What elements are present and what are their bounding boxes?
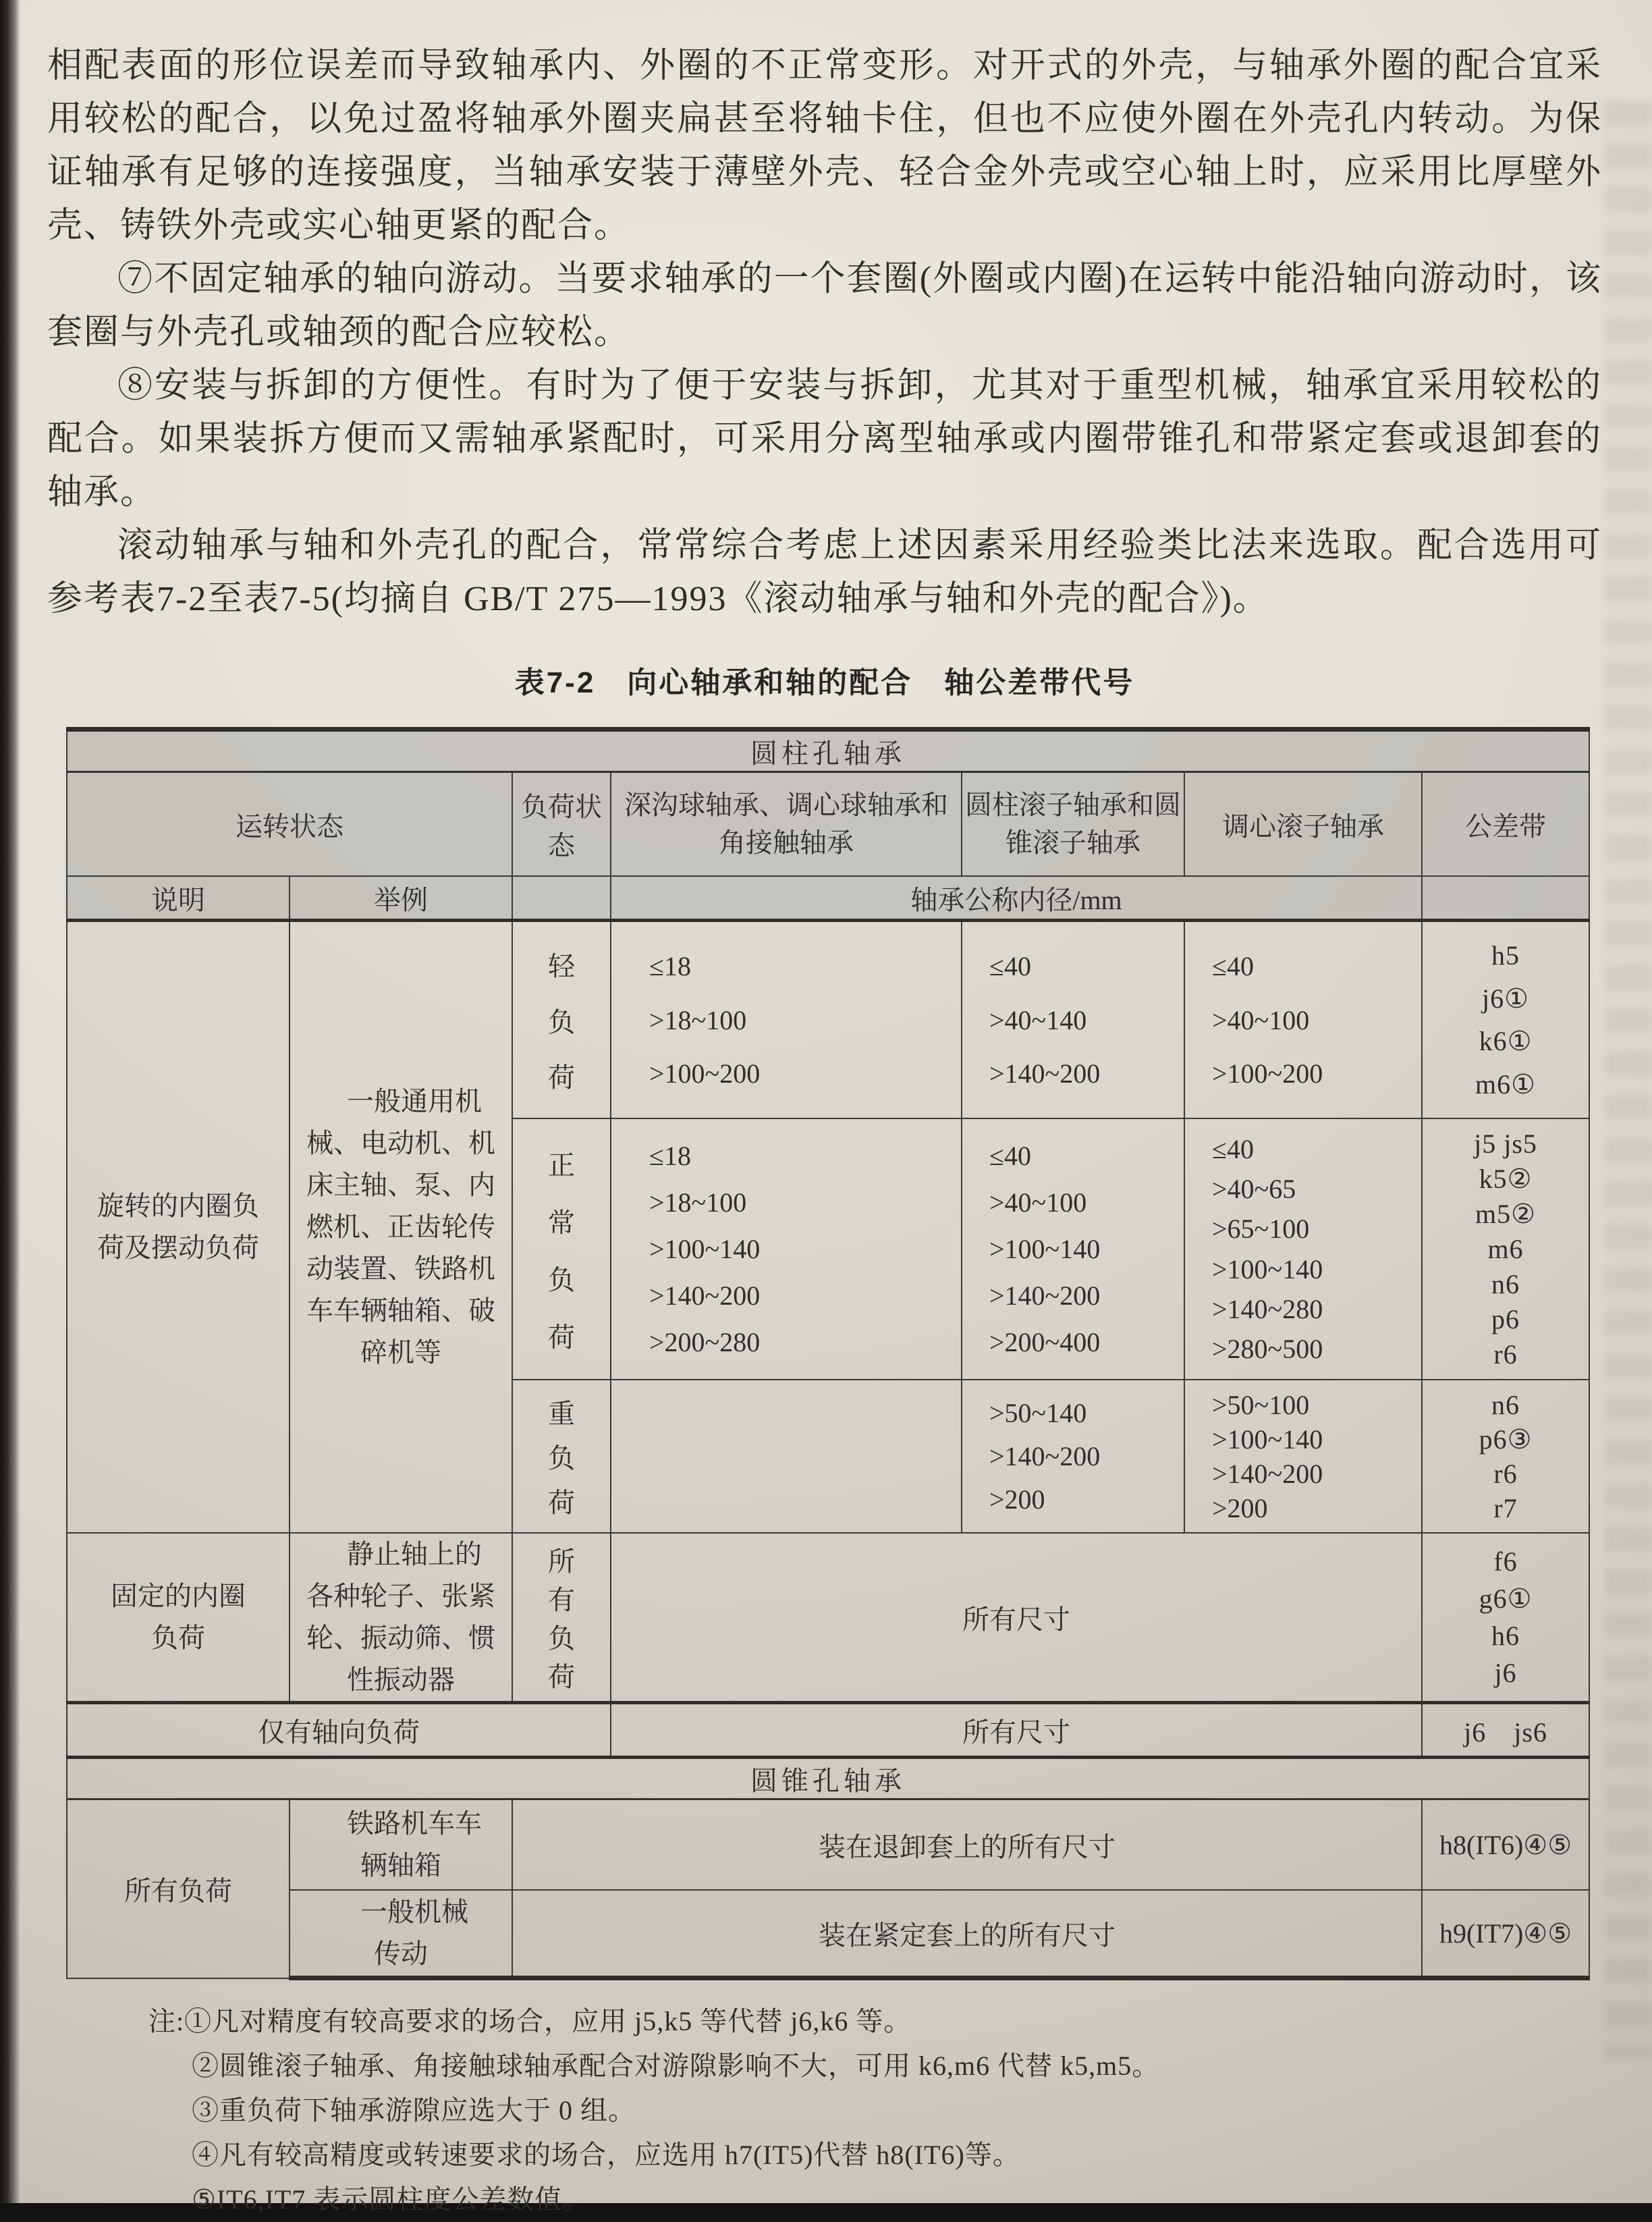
page-content: [28, 0, 1621, 2222]
table-footnotes: 注:①凡对精度有较高要求的场合，应用 j5,k5 等代替 j6,k6 等。 ②圆锥滚子轴承、角接触球轴承配合对游隙影响不大，可用 k6,m6 代替 k5,m5。 ③重负荷下轴承游隙应选大于 0 组。 ④凡有较高精度或转速要求的场合，应选用 h7(IT5)代替 h8(IT6)等。 ⑤IT6,IT7 表示圆柱度公差数值。: [148, 2006, 1160, 2215]
cell-adapter-sleeve-tolerance: h9(IT7)④⑤: [1422, 1890, 1589, 1978]
cell-heavy-load-label: 重 负 荷: [512, 1380, 611, 1533]
cell-light-ball-ranges: ≤18 >18~100 >100~200: [611, 921, 962, 1119]
body-paragraph-2: ⑦不固定轴承的轴向游动。当要求轴承的一个套圈(外圈或内圈)在运转中能沿轴向游动时，该套圈与外壳孔或轴颈的配合应较松。: [47, 260, 1602, 352]
header-load-state: 负荷状态: [512, 772, 611, 877]
cell-normal-load-label: 正 常 负 荷: [512, 1118, 611, 1380]
cell-heavy-spherical-ranges: >50~100 >100~140 >140~200 >200: [1184, 1380, 1422, 1533]
header-operating-state: 运转状态: [67, 772, 512, 877]
header-description: 说明: [67, 876, 290, 921]
section-header-cylindrical-bore: 圆柱孔轴承: [67, 730, 1589, 772]
section-header-tapered-bore: 圆锥孔轴承: [67, 1758, 1589, 1799]
cell-railway-axlebox: 铁路机车车 辆轴箱: [290, 1799, 512, 1891]
header-load-state-empty: [512, 876, 611, 921]
header-tolerance-zone: 公差带: [1422, 772, 1589, 877]
book-binding-shadow: [0, 0, 20, 2203]
cell-light-tolerances: h5 j6① k6① m6①: [1422, 921, 1589, 1119]
cell-light-spherical-ranges: ≤40 >40~100 >100~200: [1184, 921, 1422, 1119]
cell-general-machinery: 一般机械 传动: [290, 1890, 512, 1978]
cell-heavy-tolerances: n6 p6③ r6 r7: [1422, 1380, 1589, 1533]
header-deep-groove-ball: 深沟球轴承、调心球轴承和角接触轴承: [611, 772, 962, 877]
cell-light-cylindrical-ranges: ≤40 >40~140 >140~200: [962, 921, 1184, 1119]
cell-rotating-inner-ring-load: 旋转的内圈负 荷及摆动负荷: [67, 921, 290, 1534]
cell-normal-tolerances: j5 js5 k5② m5② m6 n6 p6 r6: [1422, 1118, 1589, 1380]
cell-normal-ball-ranges: ≤18 >18~100 >100~140 >140~200 >200~280: [611, 1118, 962, 1380]
cell-axial-tolerances: j6 js6: [1422, 1703, 1589, 1758]
body-paragraph-4: 滚动轴承与轴和外壳孔的配合，常常综合考虑上述因素采用经验类比法来选取。配合选用可参考表7-2至表7-5(均摘自 GB/T 275—1993《滚动轴承与轴和外壳的配合》)。: [47, 526, 1602, 618]
cell-withdrawal-sleeve-sizes: 装在退卸套上的所有尺寸: [512, 1799, 1422, 1891]
body-paragraph-3: ⑧安装与拆卸的方便性。有时为了便于安装与拆卸，尤其对于重型机械，轴承宜采用较松的配合。如果装拆方便而又需轴承紧配时，可采用分离型轴承或内圈带锥孔和带紧定套或退卸套的轴承。: [47, 367, 1602, 512]
cell-heavy-ball-empty: [611, 1380, 962, 1533]
cell-axial-load-only: 仅有轴向负荷: [67, 1703, 611, 1758]
cell-stationary-examples: 静止轴上的 各种轮子、张紧 轮、振动筛、惯 性振动器: [290, 1533, 512, 1703]
cell-normal-spherical-ranges: ≤40 >40~65 >65~100 >100~140 >140~280 >280~500: [1184, 1118, 1422, 1380]
header-nominal-bore-diameter: 轴承公称内径/mm: [611, 876, 1422, 921]
cell-all-loads-label: 所 有 负 荷: [512, 1533, 611, 1703]
header-cylindrical-roller: 圆柱滚子轴承和圆锥滚子轴承: [962, 772, 1184, 877]
cell-axial-all-sizes: 所有尺寸: [611, 1703, 1422, 1758]
header-self-aligning-roller: 调心滚子轴承: [1184, 772, 1422, 877]
cell-stationary-tolerances: f6 g6① h6 j6: [1422, 1533, 1589, 1703]
cell-light-load-label: 轻 负 荷: [512, 921, 611, 1119]
cell-withdrawal-sleeve-tolerance: h8(IT6)④⑤: [1422, 1799, 1589, 1891]
cell-adapter-sleeve-sizes: 装在紧定套上的所有尺寸: [512, 1890, 1422, 1978]
bearing-fit-table: [66, 727, 1590, 1980]
table-title: 表7-2 向心轴承和轴的配合 轴公差带代号: [514, 666, 1135, 699]
cell-stationary-inner-ring-load: 固定的内圈 负荷: [67, 1533, 290, 1703]
cell-normal-cylindrical-ranges: ≤40 >40~100 >100~140 >140~200 >200~400: [962, 1118, 1184, 1380]
body-paragraph-1: 相配表面的形位误差而导致轴承内、外圈的不正常变形。对开式的外壳，与轴承外圈的配合宜采用较松的配合，以免过盈将轴承外圈夹扁甚至将轴卡住，但也不应使外圈在外壳孔内转动。为保证轴承有足够的连接强度，当轴承安装于薄壁外壳、轻合金外壳或空心轴上时，应采用比厚壁外壳、铸铁外壳或实心轴更紧的配合。: [47, 47, 1602, 245]
header-examples: 举例: [290, 876, 512, 921]
cell-heavy-cylindrical-ranges: >50~140 >140~200 >200: [962, 1380, 1184, 1533]
cell-stationary-all-sizes: 所有尺寸: [611, 1533, 1422, 1703]
cell-rotating-examples: 一般通用机 械、电动机、机 床主轴、泵、内 燃机、正齿轮传 动装置、铁路机 车车辆轴箱、破 碎机等: [290, 921, 512, 1534]
header-tolerance-empty: [1422, 876, 1589, 921]
cell-taper-all-loads: 所有负荷: [67, 1799, 290, 1978]
